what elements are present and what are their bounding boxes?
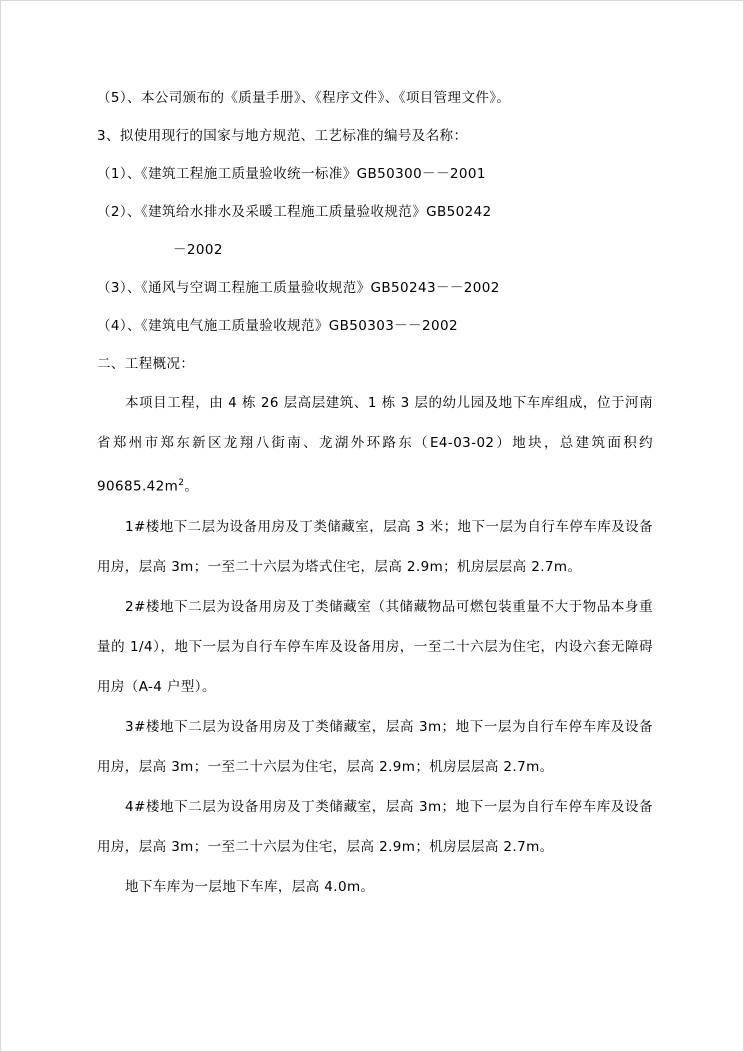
paragraph-building-2: 2#楼地下二层为设备用房及丁类储藏室（其储藏物品可燃包装重量不大于物品本身重量的 1/4），地下一层为自行车停车库及设备用房，一至二十六层为住宅，内设六套无障碍用房（A-4 户型）。 bbox=[97, 598, 653, 695]
unit-m: m bbox=[164, 478, 179, 495]
document-body bbox=[97, 79, 653, 907]
list-item-gb50300: （1）、《建筑工程施工质量验收统一标准》GB50300－－2001 bbox=[97, 166, 486, 182]
list-item-gb50242-continued: －2002 bbox=[173, 242, 223, 258]
paragraph-project-summary-part3: 。 bbox=[184, 478, 199, 495]
section-heading-project-overview: 二、工程概况： bbox=[97, 356, 195, 372]
section-heading-standards: 3、拟使用现行的国家与地方规范、工艺标准的编号及名称： bbox=[97, 128, 468, 144]
paragraph-underground-garage: 地下车库为一层地下车库，层高 4.0m。 bbox=[125, 878, 375, 895]
list-item-gb50243: （3）、《通风与空调工程施工质量验收规范》GB50243－－2002 bbox=[97, 280, 500, 296]
list-item-gb50303: （4）、《建筑电气施工质量验收规范》GB50303－－2002 bbox=[97, 318, 459, 334]
paragraph-project-summary-part1: 本项目工程，由 4 栋 26 层高层建筑、1 栋 3 层的幼儿园及地下车库组成，位于河南省郑州市郑东新区龙翔八街南、龙湖外环路东（E4-03-02）地块，总建筑面积约 90685.42 bbox=[97, 395, 653, 495]
list-item-quality-manual: （5）、本公司颁布的《质量手册》、《程序文件》、《项目管理文件》。 bbox=[97, 90, 511, 106]
list-item-gb50242: （2）、《建筑给水排水及采暖工程施工质量验收规范》GB50242 bbox=[97, 204, 492, 220]
paragraph-project-summary bbox=[97, 383, 653, 507]
superscript-two: 2 bbox=[178, 478, 185, 488]
paragraph-building-4: 4#楼地下二层为设备用房及丁类储藏室，层高 3m；地下一层为自行车停车库及设备用房，层高 3m；一至二十六层为住宅，层高 2.9m；机房层层高 2.7m。 bbox=[97, 798, 653, 855]
paragraph-building-3: 3#楼地下二层为设备用房及丁类储藏室，层高 3m；地下一层为自行车停车库及设备用房，层高 3m；一至二十六层为住宅，层高 2.9m；机房层层高 2.7m。 bbox=[97, 718, 653, 775]
paragraph-building-1: 1#楼地下二层为设备用房及丁类储藏室，层高 3 米；地下一层为自行车停车库及设备用房，层高 3m；一至二十六层为塔式住宅，层高 2.9m；机房层层高 2.7m。 bbox=[97, 518, 653, 575]
